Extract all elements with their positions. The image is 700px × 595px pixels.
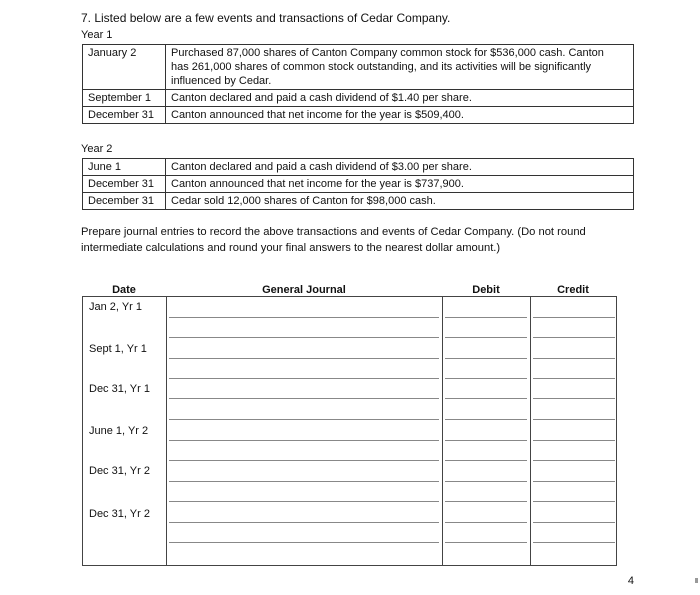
answer-line [445,317,527,318]
answer-line [169,522,439,523]
answer-line [445,419,527,420]
answer-line [169,460,439,461]
table-row [83,107,634,124]
edge-mark [695,578,698,583]
answer-line [169,337,439,338]
event-description [166,176,634,193]
year1-label: Year 1 [81,29,113,41]
entry-date: Dec 31, Yr 2 [89,465,150,477]
event-date: June 1 [83,159,166,176]
answer-line [169,481,439,482]
column-divider [166,297,167,565]
answer-line [445,481,527,482]
answer-line [533,419,615,420]
answer-line [169,440,439,441]
answer-line [533,522,615,523]
entry-date: Jan 2, Yr 1 [89,301,142,313]
event-line: influenced by Cedar. [171,75,272,87]
event-date: December 31 [83,193,166,210]
answer-line [445,337,527,338]
header-credit: Credit [557,284,589,296]
entry-date: Dec 31, Yr 2 [89,508,150,520]
journal-grid [82,296,617,566]
answer-line [533,501,615,502]
event-date: December 31 [83,176,166,193]
event-line: Canton announced that net income for the year is $737,900. [171,178,464,190]
event-description [166,45,634,90]
answer-line [169,317,439,318]
table-row [83,90,634,107]
answer-line [533,481,615,482]
answer-line [445,398,527,399]
year2-label: Year 2 [81,143,113,155]
entry-date: Sept 1, Yr 1 [89,343,147,355]
answer-line [169,542,439,543]
table-row [83,176,634,193]
header-date: Date [112,284,136,296]
answer-line [169,398,439,399]
entry-date: Dec 31, Yr 1 [89,383,150,395]
event-description [166,90,634,107]
answer-line [445,378,527,379]
column-divider [442,297,443,565]
question-title: 7. Listed below are a few events and transactions of Cedar Company. [81,11,451,25]
event-description [166,107,634,124]
event-line: Canton announced that net income for the year is $509,400. [171,109,464,121]
event-date: January 2 [83,45,166,90]
event-description [166,193,634,210]
answer-line [533,398,615,399]
answer-line [445,542,527,543]
answer-line [533,337,615,338]
column-divider [530,297,531,565]
answer-line [169,358,439,359]
event-line: Canton declared and paid a cash dividend of $3.00 per share. [171,161,472,173]
answer-line [533,378,615,379]
table-row [83,45,634,90]
table-row [83,193,634,210]
answer-line [445,440,527,441]
answer-line [533,542,615,543]
answer-line [169,501,439,502]
answer-line [445,501,527,502]
answer-line [533,317,615,318]
entry-date: June 1, Yr 2 [89,425,149,437]
answer-line [445,358,527,359]
event-line: Canton declared and paid a cash dividend of $1.40 per share. [171,92,472,104]
event-date: December 31 [83,107,166,124]
instructions [81,224,621,256]
event-description [166,159,634,176]
answer-line [533,358,615,359]
answer-line [533,440,615,441]
instruction-line: Prepare journal entries to record the above transactions and events of Cedar Company. (Do not round [81,226,586,238]
table-row [83,159,634,176]
answer-line [445,522,527,523]
answer-line [169,378,439,379]
header-general-journal: General Journal [262,284,346,296]
answer-line [445,460,527,461]
event-date: September 1 [83,90,166,107]
page-number: 4 [627,575,634,587]
year1-events-table [82,44,634,124]
answer-line [169,419,439,420]
event-line: has 261,000 shares of common stock outstanding, and its activities will be significantly [171,61,592,73]
event-line: Cedar sold 12,000 shares of Canton for $98,000 cash. [171,195,436,207]
answer-line [533,460,615,461]
year2-events-table [82,158,634,210]
instruction-line: intermediate calculations and round your final answers to the nearest dollar amount.) [81,242,501,254]
header-debit: Debit [472,284,500,296]
event-line: Purchased 87,000 shares of Canton Company common stock for $536,000 cash. Canton [171,47,604,59]
